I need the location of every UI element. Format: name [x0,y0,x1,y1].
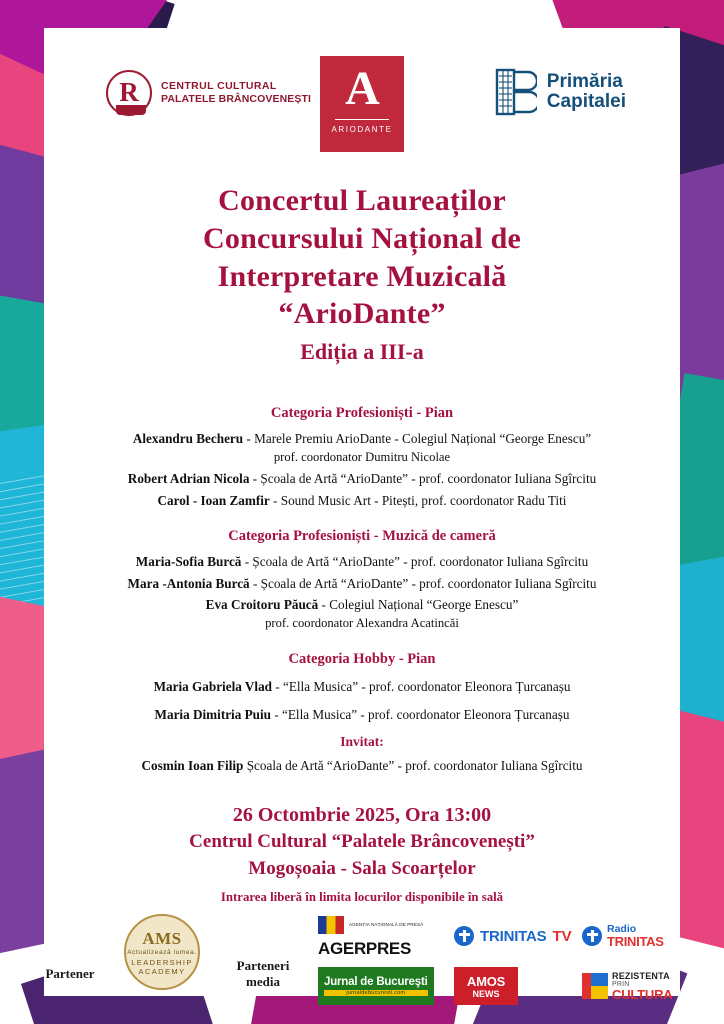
cross-icon [454,926,474,946]
poster-title [84,182,640,365]
jurnal-url: jurnaldebucuresti.com [324,990,428,996]
event-details [74,801,650,905]
partners-footer [0,904,724,1024]
media-partner-logos [318,914,694,1008]
category-block-hobby-piano [70,651,654,775]
trinitas-tv-name: TRINITAS [480,927,547,945]
title-line-1: Concertul Laureaților [218,184,506,217]
ariodante-letter-a-icon: A [345,62,379,115]
cross-icon [582,926,602,946]
performer-details: - Marele Premiu ArioDante - Colegiul Național “George Enescu” [243,431,592,447]
logo-ariodante [320,56,404,152]
performer-name: Robert Adrian Nicola [127,471,250,487]
logo-rezistenta-prin-cultura [582,966,694,1006]
primaria-logo-line1: Primăria [546,71,623,93]
performer-name: Carol - Ioan Zamfir [157,492,270,508]
agerpres-tagline: AGENȚIA NAȚIONALĂ DE PRESĂ [349,922,424,928]
performer-name: Eva Croitoru Păucă [205,597,319,613]
logo-radio-trinitas [582,916,694,956]
radio-trinitas-line1: Radio [607,922,637,935]
category-heading: Categoria Profesioniști - Muzică de cameră [228,527,496,544]
program-entry [70,552,654,571]
agerpres-name: AGERPRES [318,939,412,958]
amos-name-line2: NEWS [472,988,500,999]
performer-details: - Școala de Artă “ArioDante” - prof. coordonator Iuliana Sgîrcitu [249,575,597,591]
program-entry-invited [70,756,654,775]
logo-jurnal-de-bucuresti [318,966,450,1006]
invited-label: Invitat: [340,733,384,749]
performer-details: - “Ella Musica” - prof. coordonator Eleonora Țurcanașu [272,678,571,694]
performer-name: Maria Dimitria Puiu [154,706,272,722]
performer-name: Maria Gabriela Vlad [153,678,272,694]
title-line-3: Interpretare Muzicală [217,259,507,293]
category-block-professionals-chamber-music [70,528,654,633]
performer-name: Cosmin Ioan Filip [141,757,244,773]
performer-details: - Școala de Artă “ArioDante” - prof. coordonator Iuliana Sgîrcitu [249,471,597,487]
program-entry [70,677,654,696]
rezistenta-line3: CULTURA [612,986,673,1002]
primaria-capitalei-mark-icon [495,68,537,116]
event-date-time: 26 Octombrie 2025, Ora 13:00 [232,803,492,826]
media-partners-label-line1: Parteneri [236,957,290,973]
performer-coordinator: prof. coordonator Dumitru Nicolae [273,450,451,465]
program-entry [70,469,654,488]
title-line-4: “ArioDante” [278,297,446,331]
media-partners-label-line2: media [246,973,280,989]
logo-amos-news [454,966,578,1006]
logo-trinitas-tv [454,916,578,956]
ams-logo-line2: Actualizează lumea. [127,948,197,956]
ariodante-logo-name: ARIODANTE [331,125,393,135]
event-hall: Mogoșoaia - Sala Scoarțelor [248,857,476,879]
rezistenta-line2: PRIN [612,980,630,988]
performer-details: - “Ella Musica” - prof. coordonator Eleonora Țurcanașu [271,706,570,722]
performer-name: Maria-Sofia Burcă [135,553,242,569]
category-block-professionals-piano [70,405,654,510]
ams-logo-line3: LEADERSHIP ACADEMY [131,957,193,976]
logo-agerpres [318,916,450,956]
performer-details: - Sound Music Art - Pitești, prof. coordonator Radu Titi [269,492,567,508]
poster-content-card [44,28,680,996]
event-entry-note: Intrarea liberă în limita locurilor disponibile în sală [220,890,504,905]
performer-details: - Colegiul Național “George Enescu” [318,597,519,613]
jurnal-name: Jurnal de Bucureşti [324,976,428,988]
title-edition: Ediția a III-a [300,339,424,365]
performer-coordinator: prof. coordonator Alexandra Acatincăi [265,616,459,631]
partner-label: Partener [45,965,95,981]
primaria-logo-line2: Capitalei [546,91,626,112]
event-venue: Centrul Cultural “Palatele Brâncovenești” [189,830,535,852]
program-list [70,405,654,775]
media-partners-label [218,958,308,991]
performer-name: Mara -Antonia Burcă [127,575,250,591]
trinitas-tv-suffix: TV [552,927,572,945]
ccpb-logo-line1: CENTRUL CULTURAL [161,79,277,92]
logo-ams-leadership-academy [124,914,200,990]
performer-details: - Școala de Artă “ArioDante” - prof. coordonator Iuliana Sgîrcitu [241,553,589,569]
program-entry [70,491,654,510]
program-entry [70,705,654,724]
program-entry [70,429,654,466]
program-entry [70,595,654,632]
rezistenta-mark-icon [582,973,608,999]
ams-logo-line1: AMS [142,928,182,948]
brancovenesti-crest-icon [106,70,152,116]
category-heading: Categoria Hobby - Pian [288,650,436,667]
ccpb-logo-line2: PALATELE BRÂNCOVENEȘTI [161,93,311,105]
radio-trinitas-line2: TRINITAS [607,933,664,949]
logo-row [74,50,650,160]
rezistenta-line1: REZISTENTA [612,970,670,981]
logo-centrul-cultural-palatele-brancovenesti [106,70,311,116]
ariodante-divider [335,119,389,121]
amos-name-line1: AMOS [466,973,506,989]
category-heading: Categoria Profesioniști - Pian [270,405,454,422]
performer-name: Alexandru Becheru [132,431,244,447]
performer-details: Școala de Artă “ArioDante” - prof. coordonator Iuliana Sgîrcitu [243,757,583,773]
program-entry [70,574,654,593]
romania-flag-icon [318,916,344,934]
title-line-2: Concursului Național de [203,221,521,255]
logo-primaria-capitalei [495,68,626,116]
